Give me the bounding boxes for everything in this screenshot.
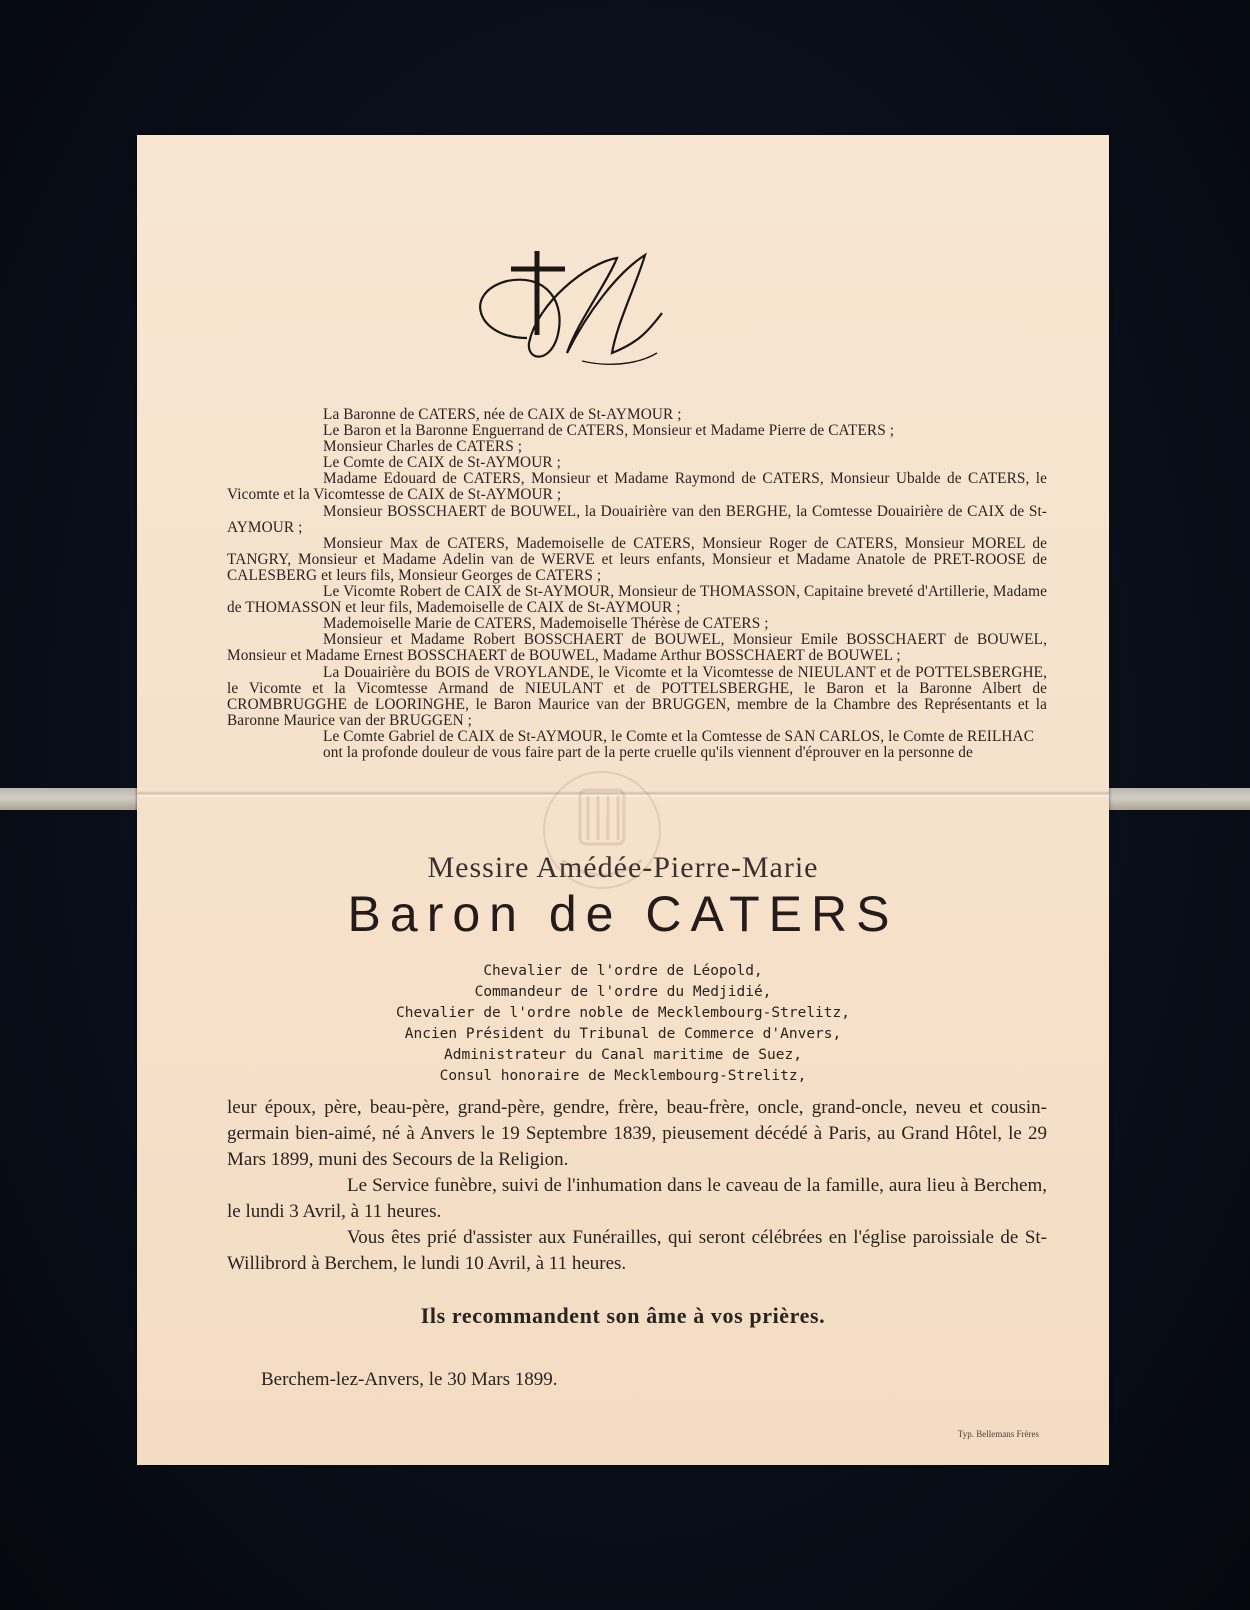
mourners-paragraph: La Douairière du BOIS de VROYLANDE, le Vicomte et la Vicomtesse de NIEULANT et de POTTELSBERGHE, le Vicomte et la Vicomtesse Armand de NIEULANT et de POTTELSBERGHE, le Baron et la Baronne Albert de CROMBRUGGHE de LOORINGHE, le Baron Maurice van der BRUGGEN, membre de la Chambre des Représentants et la Baronne Maurice van der BRUGGEN ; bbox=[227, 663, 1047, 729]
mourners-paragraph: Le Vicomte Robert de CAIX de St-AYMOUR, Monsieur de THOMASSON, Capitaine breveté d'Artillerie, Madame de THOMASSON et leur fils, Mademoiselle de CAIX de St-AYMOUR ; bbox=[227, 583, 1047, 617]
deceased-prefix: Messire Amédée-Pierre-Marie bbox=[427, 851, 819, 884]
mourners-paragraph: Monsieur et Madame Robert BOSSCHAERT de BOUWEL, Monsieur Emile BOSSCHAERT de BOUWEL, Monsieur et Madame Ernest BOSSCHAERT de BOUWEL, Madame Arthur BOSSCHAERT de BOUWEL ; bbox=[227, 631, 1047, 665]
mourners-paragraph: Monsieur Charles de CATERS ; bbox=[323, 438, 523, 456]
honours-list bbox=[137, 961, 1109, 1087]
mourners-paragraph: La Baronne de CATERS, née de CAIX de St-AYMOUR ; bbox=[323, 406, 682, 423]
honour-line: Chevalier de l'ordre noble de Mecklembourg-Strelitz, bbox=[396, 1005, 850, 1021]
announcement-sentence: ont la profonde douleur de vous faire part de la perte cruelle qu'ils viennent d'éprouver en la personne de bbox=[323, 743, 973, 761]
deceased-name: Baron de CATERS bbox=[347, 886, 899, 942]
funeral-service-paragraph: Le Service funèbre, suivi de l'inhumation dans le caveau de la famille, aura lieu à Berchem, le lundi 3 Avril, à 11 heures. bbox=[227, 1175, 1047, 1222]
mourners-paragraph: Madame Edouard de CATERS, Monsieur et Madame Raymond de CATERS, Monsieur Ubalde de CATERS, le Vicomte et la Vicomtesse de CAIX de St-AYMOUR ; bbox=[227, 470, 1047, 504]
honour-line: Ancien Président du Tribunal de Commerce d'Anvers, bbox=[404, 1026, 842, 1042]
mourners-paragraph: Le Comte Gabriel de CAIX de St-AYMOUR, le Comte et la Comtesse de SAN CARLOS, le Comte de REILHAC bbox=[323, 727, 1035, 745]
funeral-invitation-paragraph: Vous êtes prié d'assister aux Funérailles, qui seront célébrées en l'église paroissiale de St-Willibrord à Berchem, le lundi 10 Avril, à 11 heures. bbox=[227, 1227, 1047, 1274]
mourners-paragraph: Mademoiselle Marie de CATERS, Mademoiselle Thérèse de CATERS ; bbox=[323, 615, 769, 633]
monogram-letter: M bbox=[677, 368, 678, 369]
death-notice-card bbox=[137, 135, 1109, 1465]
honour-line: Commandeur de l'ordre du Medjidié, bbox=[474, 984, 772, 1000]
mourners-list bbox=[227, 407, 1047, 761]
mourners-paragraph: Le Baron et la Baronne Enguerrand de CATERS, Monsieur et Madame Pierre de CATERS ; bbox=[323, 422, 895, 440]
honour-line: Consul honoraire de Mecklembourg-Strelitz, bbox=[439, 1068, 807, 1084]
mourners-paragraph: Le Comte de CAIX de St-AYMOUR ; bbox=[323, 454, 561, 472]
dateline: Berchem-lez-Anvers, le 30 Mars 1899. bbox=[261, 1369, 558, 1390]
cross-monogram-icon bbox=[467, 243, 687, 373]
mourners-paragraph: Monsieur BOSSCHAERT de BOUWEL, la Douairière van den BERGHE, la Comtesse Douairière de CAIX de St-AYMOUR ; bbox=[227, 502, 1047, 536]
biography-paragraph: leur époux, père, beau-père, grand-père, gendre, frère, beau-frère, oncle, grand-oncle, neveu et cousin-germain bien-aimé, né à Anvers le 19 Septembre 1839, pieusement décédé à Paris, au Grand Hôtel, le 29 Mars 1899, muni des Secours de la Religion. bbox=[227, 1097, 1047, 1170]
printer-credit: Typ. Bellemans Frères bbox=[957, 1429, 1039, 1439]
mourners-paragraph: Monsieur Max de CATERS, Mademoiselle de CATERS, Monsieur Roger de CATERS, Monsieur MOREL de TANGRY, Monsieur et Madame Adelin van de WERVE et leurs enfants, Monsieur et Madame Anatole de PRET-ROOSE de CALESBERG et leurs fils, Monsieur Georges de CATERS ; bbox=[227, 534, 1047, 584]
notice-body bbox=[227, 1095, 1047, 1277]
honour-line: Chevalier de l'ordre de Léopold, bbox=[483, 963, 763, 979]
prayer-line: Ils recommandent son âme à vos prières. bbox=[420, 1303, 826, 1328]
honour-line: Administrateur du Canal maritime de Suez, bbox=[444, 1047, 802, 1063]
